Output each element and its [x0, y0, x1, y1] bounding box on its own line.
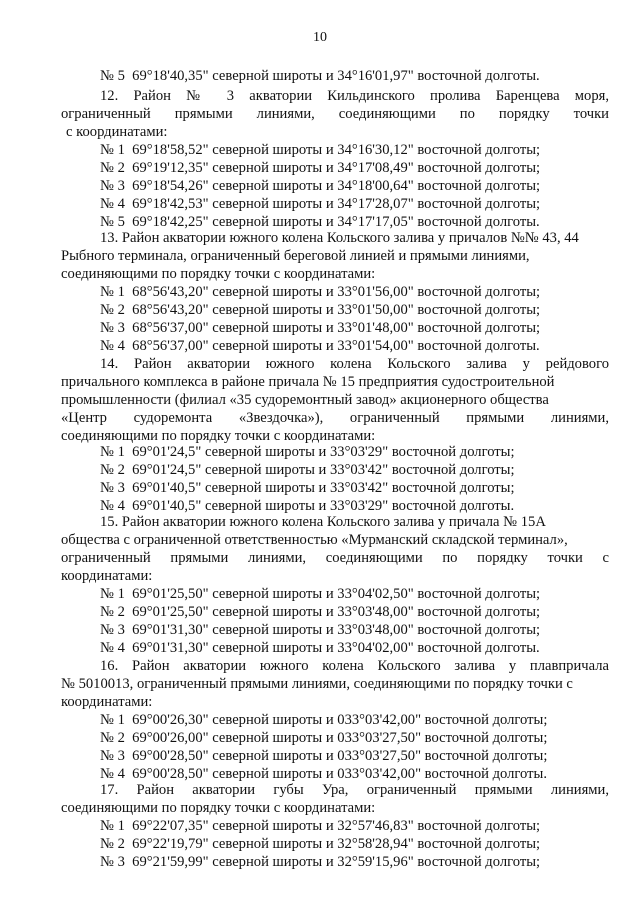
- text-line: № 5 69°18'40,35" северной широты и 34°16'01,97" восточной долготы.: [100, 68, 540, 84]
- text-line: промышленности (филиал «35 судоремонтный завод» акционерного общества: [61, 392, 549, 408]
- text-line: с координатами:: [66, 124, 168, 140]
- page-number: 10: [313, 30, 327, 45]
- text-line: координатами:: [61, 568, 153, 584]
- text-line: № 5010013, ограниченный прямыми линиями, соединяющими по порядку точки с: [61, 676, 573, 692]
- text-line: № 2 69°01'25,50" северной широты и 33°03'48,00" восточной долготы;: [100, 604, 541, 620]
- text-line: № 1 69°00'26,30" северной широты и 033°03'42,00" восточной долготы;: [100, 712, 548, 728]
- text-line: № 4 69°00'28,50" северной широты и 033°03'42,00" восточной долготы.: [100, 766, 547, 782]
- text-line: 16. Район акватории южного колена Кольского залива у плавпричала: [100, 658, 609, 674]
- text-line: № 1 68°56'43,20" северной широты и 33°01'56,00" восточной долготы;: [100, 284, 541, 300]
- text-line: № 2 69°00'26,00" северной широты и 033°03'27,50" восточной долготы;: [100, 730, 548, 746]
- text-line: № 3 69°01'31,30" северной широты и 33°03'48,00" восточной долготы;: [100, 622, 541, 638]
- text-line: № 3 69°21'59,99" северной широты и 32°59'15,96" восточной долготы;: [100, 854, 541, 870]
- text-line: 12. Район № 3 акватории Кильдинского пролива Баренцева моря,: [100, 88, 609, 104]
- text-line: № 5 69°18'42,25" северной широты и 34°17'17,05" восточной долготы.: [100, 214, 540, 230]
- text-line: № 4 69°01'31,30" северной широты и 33°04'02,00" восточной долготы.: [100, 640, 540, 656]
- text-line: координатами:: [61, 694, 153, 710]
- text-line: 13. Район акватории южного колена Кольского залива у причалов №№ 43, 44: [100, 230, 579, 246]
- text-line: № 3 69°18'54,26" северной широты и 34°18'00,64" восточной долготы;: [100, 178, 541, 194]
- text-line: № 1 69°01'25,50" северной широты и 33°04'02,50" восточной долготы;: [100, 586, 541, 602]
- text-line: № 2 69°19'12,35" северной широты и 34°17'08,49" восточной долготы;: [100, 160, 541, 176]
- text-line: Рыбного терминала, ограниченный береговой линией и прямыми линиями,: [61, 248, 530, 264]
- text-line: 15. Район акватории южного колена Кольского залива у причала № 15А: [100, 514, 546, 530]
- text-line: № 2 69°22'19,79" северной широты и 32°58'28,94" восточной долготы;: [100, 836, 541, 852]
- text-line: «Центр судоремонта «Звездочка»), ограниченный прямыми линиями,: [61, 410, 609, 426]
- text-line: причального комплекса в районе причала № 15 предприятия судостроительной: [61, 374, 555, 390]
- text-line: соединяющими по порядку точки с координатами:: [61, 428, 376, 444]
- text-line: № 2 69°01'24,5" северной широты и 33°03'42" восточной долготы;: [100, 462, 515, 478]
- text-line: ограниченный прямыми линиями, соединяющими по порядку точки: [61, 106, 609, 122]
- text-line: соединяющими по порядку точки с координатами:: [61, 266, 376, 282]
- text-line: № 4 69°18'42,53" северной широты и 34°17'28,07" восточной долготы;: [100, 196, 541, 212]
- text-line: общества с ограниченной ответственностью «Мурманский складской терминал»,: [61, 532, 568, 548]
- text-line: ограниченный прямыми линиями, соединяющими по порядку точки с: [61, 550, 609, 566]
- text-line: соединяющими по порядку точки с координатами:: [61, 800, 376, 816]
- text-line: № 3 69°00'28,50" северной широты и 033°03'27,50" восточной долготы;: [100, 748, 548, 764]
- text-line: № 4 68°56'37,00" северной широты и 33°01'54,00" восточной долготы.: [100, 338, 540, 354]
- text-line: 17. Район акватории губы Ура, ограниченный прямыми линиями,: [100, 782, 609, 798]
- text-line: № 3 68°56'37,00" северной широты и 33°01'48,00" восточной долготы;: [100, 320, 541, 336]
- text-line: № 1 69°01'24,5" северной широты и 33°03'29" восточной долготы;: [100, 444, 515, 460]
- text-line: № 4 69°01'40,5" северной широты и 33°03'29" восточной долготы.: [100, 498, 515, 514]
- text-line: № 1 69°22'07,35" северной широты и 32°57'46,83" восточной долготы;: [100, 818, 541, 834]
- text-line: № 3 69°01'40,5" северной широты и 33°03'42" восточной долготы;: [100, 480, 515, 496]
- text-line: № 1 69°18'58,52" северной широты и 34°16'30,12" восточной долготы;: [100, 142, 541, 158]
- text-line: № 2 68°56'43,20" северной широты и 33°01'50,00" восточной долготы;: [100, 302, 541, 318]
- text-line: 14. Район акватории южного колена Кольского залива у рейдового: [100, 356, 609, 372]
